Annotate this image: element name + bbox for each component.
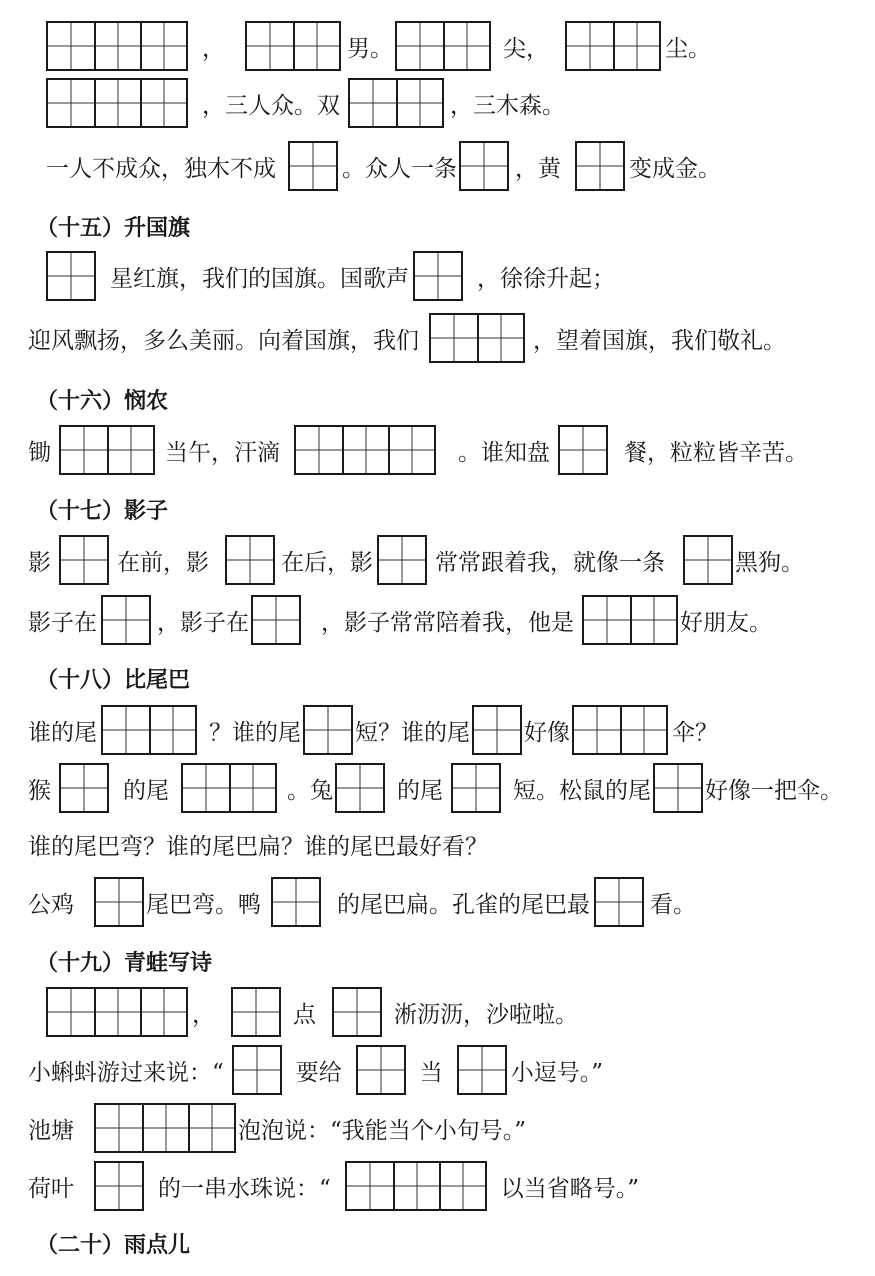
exercise-line-1 <box>46 20 711 72</box>
exercise-line-3 <box>46 140 721 192</box>
blank-box[interactable] <box>103 707 149 753</box>
exercise-line-14 <box>28 1044 603 1096</box>
text-segment: 好像 <box>524 719 570 746</box>
blank-box[interactable] <box>96 1163 142 1209</box>
text-segment: 的尾 <box>397 777 443 804</box>
blank-box[interactable] <box>397 23 443 69</box>
blank-box[interactable] <box>61 427 107 473</box>
blank-box[interactable] <box>584 597 630 643</box>
blank-group[interactable] <box>251 595 301 645</box>
text-segment: ，黄 <box>515 155 561 182</box>
blank-box[interactable] <box>560 427 606 473</box>
text-segment: 要给 <box>295 1059 342 1086</box>
exercise-line-13 <box>46 986 578 1038</box>
text-segment: 。众人一条 <box>342 155 457 182</box>
section-heading-17: （十七）影子 <box>36 499 169 524</box>
blank-group[interactable] <box>335 763 385 813</box>
text-segment: 尘。 <box>665 35 711 62</box>
blank-group[interactable] <box>356 1045 406 1095</box>
blank-group[interactable] <box>575 141 625 191</box>
text-segment: 当 <box>419 1059 443 1086</box>
blank-box[interactable] <box>233 989 279 1035</box>
blank-box[interactable] <box>296 427 342 473</box>
blank-group[interactable] <box>94 1161 144 1211</box>
blank-box[interactable] <box>229 765 275 811</box>
text-segment: 。谁知盘 <box>458 439 550 466</box>
blank-box[interactable] <box>334 989 380 1035</box>
text-segment: 星红旗，我们的国旗。国歌声 <box>110 265 409 292</box>
blank-box[interactable] <box>396 80 442 126</box>
blank-group[interactable] <box>413 251 463 301</box>
blank-box[interactable] <box>350 80 396 126</box>
blank-box[interactable] <box>574 707 620 753</box>
blank-box[interactable] <box>358 1047 404 1093</box>
text-segment: ， <box>202 35 225 62</box>
blank-group[interactable] <box>303 705 353 755</box>
text-segment: ，徐徐升起； <box>477 265 615 292</box>
blank-box[interactable] <box>140 80 186 126</box>
exercise-line-16 <box>28 1160 639 1212</box>
blank-group[interactable] <box>395 21 491 71</box>
blank-box[interactable] <box>253 597 299 643</box>
text-segment: 短。松鼠的尾 <box>513 777 651 804</box>
blank-box[interactable] <box>247 23 293 69</box>
text-segment: ，望着国旗，我们敬礼。 <box>533 327 786 354</box>
blank-group[interactable] <box>59 763 109 813</box>
blank-box[interactable] <box>94 23 140 69</box>
text-segment: 锄 <box>28 439 51 466</box>
blank-box[interactable] <box>655 765 701 811</box>
text-segment: 小蝌蚪游过来说：“ <box>28 1059 224 1086</box>
blank-box[interactable] <box>439 1163 485 1209</box>
blank-box[interactable] <box>94 989 140 1035</box>
text-segment: 池塘 <box>28 1117 74 1144</box>
blank-box[interactable] <box>183 765 229 811</box>
text-segment: 的一串水珠说：“ <box>158 1175 331 1202</box>
blank-group[interactable] <box>46 987 188 1037</box>
blank-box[interactable] <box>305 707 351 753</box>
exercise-line-8 <box>28 594 772 646</box>
exercise-line-9 <box>28 704 718 756</box>
text-segment: 好朋友。 <box>680 609 772 636</box>
text-segment: 短？谁的尾 <box>355 719 470 746</box>
exercise-line-11 <box>28 818 488 870</box>
blank-box[interactable] <box>48 80 94 126</box>
text-segment: 当午，汗滴 <box>165 439 280 466</box>
blank-box[interactable] <box>613 23 659 69</box>
text-segment: 淅沥沥，沙啦啦。 <box>394 1001 578 1028</box>
blank-box[interactable] <box>273 879 319 925</box>
text-segment: ，影子在 <box>157 609 249 636</box>
blank-group[interactable] <box>101 705 197 755</box>
blank-group[interactable] <box>288 141 338 191</box>
blank-group[interactable] <box>46 251 96 301</box>
blank-group[interactable] <box>94 877 144 927</box>
exercise-line-4 <box>46 250 615 302</box>
blank-group[interactable] <box>294 425 436 475</box>
blank-group[interactable] <box>46 21 188 71</box>
text-segment: ？谁的尾 <box>209 719 301 746</box>
text-segment: 影 <box>28 549 51 576</box>
blank-box[interactable] <box>342 427 388 473</box>
blank-group[interactable] <box>377 535 427 585</box>
blank-group[interactable] <box>558 425 608 475</box>
exercise-line-12 <box>28 876 696 928</box>
section-heading-16: （十六）悯农 <box>36 389 169 414</box>
text-segment: 小逗号。” <box>510 1059 604 1086</box>
blank-box[interactable] <box>96 879 142 925</box>
text-segment: 变成金。 <box>629 155 721 182</box>
exercise-line-7 <box>28 534 804 586</box>
text-segment: ，三人众。双 <box>202 92 340 119</box>
blank-group[interactable] <box>459 141 509 191</box>
text-segment: 以当省略号。” <box>500 1175 640 1202</box>
blank-box[interactable] <box>347 1163 393 1209</box>
blank-box[interactable] <box>107 427 153 473</box>
blank-box[interactable] <box>461 143 507 189</box>
blank-box[interactable] <box>393 1163 439 1209</box>
blank-group[interactable] <box>653 763 703 813</box>
blank-group[interactable] <box>245 21 341 71</box>
blank-box[interactable] <box>142 1105 188 1151</box>
text-segment: 在后，影 <box>281 549 373 576</box>
blank-box[interactable] <box>415 253 461 299</box>
blank-group[interactable] <box>94 1103 236 1153</box>
exercise-line-2 <box>46 77 565 129</box>
blank-box[interactable] <box>431 315 477 361</box>
blank-box[interactable] <box>149 707 195 753</box>
blank-box[interactable] <box>61 765 107 811</box>
text-segment: 公鸡 <box>28 891 74 918</box>
exercise-line-15 <box>28 1102 526 1154</box>
text-segment: ，三木森。 <box>450 92 565 119</box>
blank-group[interactable] <box>348 78 444 128</box>
blank-group[interactable] <box>345 1161 487 1211</box>
blank-box[interactable] <box>188 1105 234 1151</box>
text-segment: 男。 <box>347 35 393 62</box>
blank-group[interactable] <box>457 1045 507 1095</box>
blank-box[interactable] <box>379 537 425 583</box>
blank-group[interactable] <box>231 987 281 1037</box>
blank-group[interactable] <box>683 535 733 585</box>
text-segment: 的尾 <box>123 777 169 804</box>
text-segment: 一人不成众，独木不成 <box>46 155 276 182</box>
section-heading-19: （十九）青蛙写诗 <box>36 951 213 976</box>
text-segment: 黑狗。 <box>735 549 804 576</box>
text-segment: 好像一把伞。 <box>705 777 843 804</box>
blank-box[interactable] <box>103 597 149 643</box>
exercise-line-10 <box>28 762 843 814</box>
text-segment: 泡泡说：“我能当个小句号。” <box>238 1117 527 1144</box>
blank-group[interactable] <box>572 705 668 755</box>
blank-box[interactable] <box>477 315 523 361</box>
blank-group[interactable] <box>59 535 109 585</box>
text-segment: 常常跟着我，就像一条 <box>435 549 665 576</box>
exercise-line-5 <box>28 312 786 364</box>
blank-box[interactable] <box>96 1105 142 1151</box>
blank-box[interactable] <box>443 23 489 69</box>
blank-group[interactable] <box>472 705 522 755</box>
text-segment: 餐，粒粒皆辛苦。 <box>624 439 808 466</box>
section-heading-20: （二十）雨点儿 <box>36 1233 191 1258</box>
blank-group[interactable] <box>46 78 188 128</box>
blank-box[interactable] <box>290 143 336 189</box>
blank-box[interactable] <box>453 765 499 811</box>
blank-box[interactable] <box>577 143 623 189</box>
blank-group[interactable] <box>232 1045 282 1095</box>
blank-box[interactable] <box>48 989 94 1035</box>
text-segment: 。兔 <box>287 777 333 804</box>
text-segment: 谁的尾 <box>28 719 97 746</box>
blank-box[interactable] <box>459 1047 505 1093</box>
text-segment: 谁的尾巴弯？谁的尾巴扁？谁的尾巴最好看？ <box>28 833 488 860</box>
text-segment: 猴 <box>28 777 51 804</box>
blank-box[interactable] <box>234 1047 280 1093</box>
blank-group[interactable] <box>181 763 277 813</box>
blank-box[interactable] <box>48 253 94 299</box>
blank-box[interactable] <box>388 427 434 473</box>
blank-box[interactable] <box>61 537 107 583</box>
blank-group[interactable] <box>332 987 382 1037</box>
blank-group[interactable] <box>594 877 644 927</box>
blank-box[interactable] <box>620 707 666 753</box>
blank-box[interactable] <box>94 80 140 126</box>
text-segment: 迎风飘扬，多么美丽。向着国旗，我们 <box>28 327 419 354</box>
blank-box[interactable] <box>337 765 383 811</box>
blank-group[interactable] <box>582 595 678 645</box>
blank-box[interactable] <box>596 879 642 925</box>
blank-group[interactable] <box>451 763 501 813</box>
text-segment: 影子在 <box>28 609 97 636</box>
blank-group[interactable] <box>59 425 155 475</box>
text-segment: 在前，影 <box>117 549 209 576</box>
text-segment: ， <box>192 1001 215 1028</box>
exercise-line-6 <box>28 424 808 476</box>
text-segment: 的尾巴扁。孔雀的尾巴最 <box>337 891 590 918</box>
text-segment: 荷叶 <box>28 1175 74 1202</box>
text-segment: 尖， <box>503 35 549 62</box>
blank-box[interactable] <box>293 23 339 69</box>
blank-box[interactable] <box>630 597 676 643</box>
blank-box[interactable] <box>48 23 94 69</box>
text-segment: 看。 <box>650 891 696 918</box>
blank-group[interactable] <box>101 595 151 645</box>
blank-box[interactable] <box>685 537 731 583</box>
text-segment: 点 <box>293 1001 316 1028</box>
section-heading-15: （十五）升国旗 <box>36 216 191 241</box>
text-segment: ，影子常常陪着我，他是 <box>321 609 574 636</box>
blank-box[interactable] <box>227 537 273 583</box>
text-segment: 尾巴弯。鸭 <box>146 891 261 918</box>
blank-group[interactable] <box>429 313 525 363</box>
section-heading-18: （十八）比尾巴 <box>36 668 191 693</box>
text-segment: 伞？ <box>672 719 718 746</box>
blank-box[interactable] <box>567 23 613 69</box>
blank-group[interactable] <box>225 535 275 585</box>
blank-box[interactable] <box>140 23 186 69</box>
blank-group[interactable] <box>271 877 321 927</box>
blank-group[interactable] <box>565 21 661 71</box>
blank-box[interactable] <box>474 707 520 753</box>
blank-box[interactable] <box>140 989 186 1035</box>
